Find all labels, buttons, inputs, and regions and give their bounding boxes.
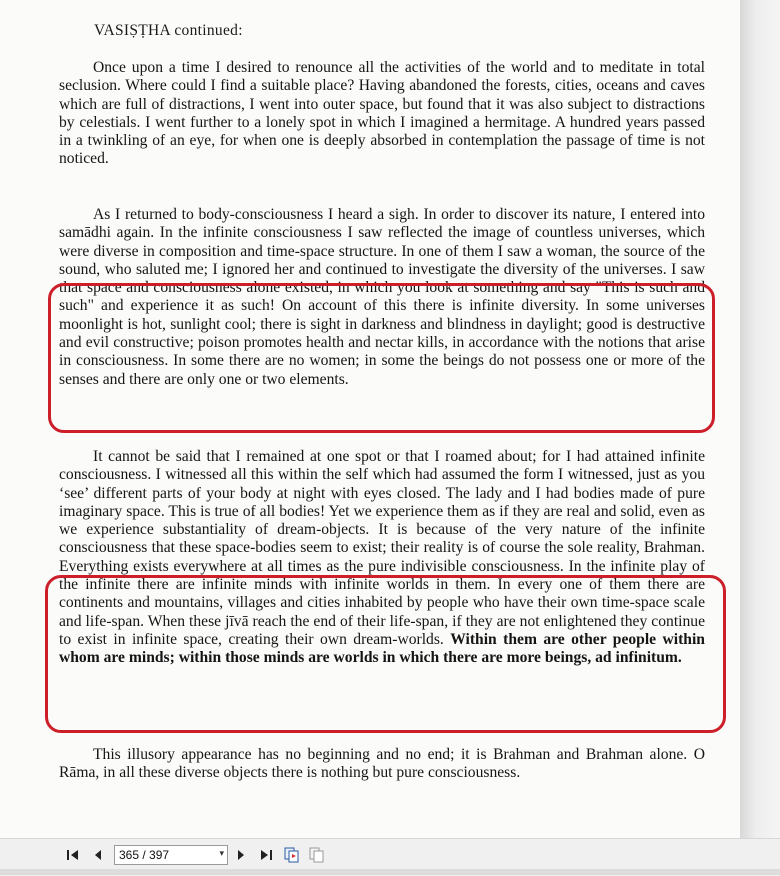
page-indicator: 365 / 397 xyxy=(119,848,170,862)
dropdown-caret-icon: ▾ xyxy=(219,849,224,859)
fit-page-icon[interactable] xyxy=(307,845,327,865)
paragraph-3-bold-text: Within them are other people within whom are minds; within those minds are worlds in which there are more beings, ad infinitum. xyxy=(59,630,705,667)
next-page-icon[interactable] xyxy=(231,845,251,865)
highlight-box-2 xyxy=(45,575,726,733)
paragraph-4: This illusory appearance has no beginning and no end; it is Brahman and Brahman alone. O Rāma, in all these diverse objects there is nothing but pure consciousness. xyxy=(59,746,705,782)
last-page-icon[interactable] xyxy=(256,845,276,865)
previous-page-icon[interactable] xyxy=(88,845,108,865)
highlight-box-1 xyxy=(48,283,715,433)
page-edge-shadow xyxy=(740,0,780,838)
first-page-icon[interactable] xyxy=(63,845,83,865)
paragraph-2: As I returned to body-consciousness I heard a sigh. In order to discover its nature, I entered into samādhi again. In the infinite consciousness I saw reflected the image of countless universes, which were diverse in composition and time-space structure. In one of them I saw a woman, the source of the sound, who saluted me; I ignored her and continued to investigate the diversity of the universes. I saw that space and consciousness alone existed, in which you look at something and say "This is such and such" and experience it as such! On account of this there is infinite diversity. In some universes moonlight is hot, sunlight cool; there is sight in darkness and blindness in daylight; good is destructive and evil constructive; poison promotes health and nectar kills, in accordance with the notions that arise in consciousness. In some there are no women; in some the beings do not possess one or more of the senses and there are only one or two elements. xyxy=(59,206,705,388)
section-header: VASIṢṬHA continued: xyxy=(94,22,243,39)
page-number-select[interactable] xyxy=(114,845,228,865)
paragraph-1: Once upon a time I desired to renounce all the activities of the world and to meditate in total seclusion. Where could I find a suitable place? Having abandoned the forests, cities, oceans and caves which are full of distractions, I went into outer space, but found that it was also subject to distractions by celestials. I went further to a lonely spot in which I imagined a hermitage. A hundred years passed in a twinkling of an eye, for when one is deeply absorbed in contemplation the passage of time is not noticed. xyxy=(59,59,705,168)
paragraph-3-text: It cannot be said that I remained at one spot or that I roamed about; for I had attained infinite consciousness. I witnessed all this within the self which had assumed the form I witnessed, just as you ‘see’ different parts of your body at night with eyes closed. The lady and I had bodies made of pure imaginary space. This is true of all bodies! Yet we experience them as if they are real and solid, even as we experience substantiality of dream-objects. It is because of the very nature of the infinite consciousness that these space-bodies seem to exist; their reality is of course the sole reality, Brahman. Everything exists everywhere at all times as the pure indivisible consciousness. In the infinite play of the infinite there are infinite minds with infinite worlds in them. In every one of them there are continents and mountains, villages and cities inhabited by people who have their own time-space scale and life-span. When these jīvā reach the end of their life-span, if they are not enlightened they continue to exist in infinite space, creating their own dream-worlds. xyxy=(59,448,705,648)
taskbar-strip xyxy=(0,869,780,875)
copy-page-icon[interactable] xyxy=(282,845,302,865)
